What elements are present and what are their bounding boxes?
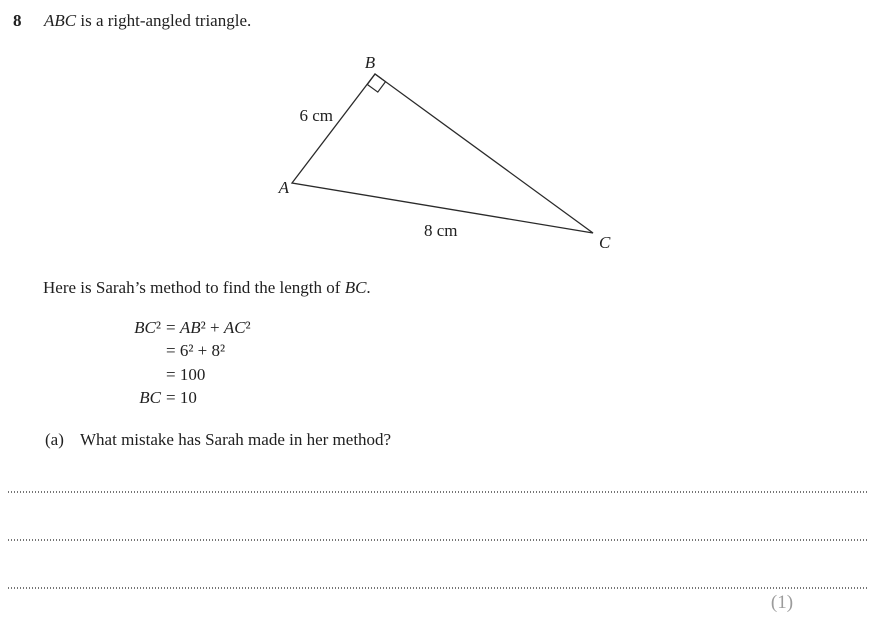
math-variable: BC <box>139 388 161 408</box>
math-variable: AC <box>223 318 246 337</box>
method-line <box>128 339 251 362</box>
math-variable: BC <box>344 278 367 297</box>
method-line-lhs <box>128 386 161 409</box>
text-segment: = 100 <box>166 364 206 384</box>
text-segment: Here is Sarah’s method to find the length of <box>43 278 345 297</box>
method-line-rhs <box>166 388 197 407</box>
method-intro <box>43 278 371 298</box>
method-line-rhs <box>166 318 251 337</box>
method-line-rhs <box>166 341 225 360</box>
part-a-question: What mistake has Sarah made in her method? <box>80 430 392 449</box>
text-segment: ² + <box>200 318 224 337</box>
method-line <box>128 386 251 409</box>
part-a-label: (a) <box>45 430 64 449</box>
method-line-lhs <box>128 316 161 339</box>
side-label-ab: 6 cm <box>299 106 333 125</box>
question-intro <box>44 11 251 31</box>
method-working <box>128 316 251 410</box>
question-header <box>13 11 251 31</box>
text-segment: = 6² + 8² <box>166 341 226 361</box>
text-segment: = 10 <box>166 388 197 408</box>
method-line <box>128 363 251 386</box>
text-segment: ² <box>155 318 161 337</box>
math-variable: AB <box>179 318 201 337</box>
vertex-label-b: B <box>364 53 376 72</box>
marks-badge: (1) <box>770 592 794 613</box>
text-segment: ² <box>245 318 251 337</box>
triangle-outline <box>292 74 593 233</box>
part-a <box>45 430 391 450</box>
vertex-label-a: A <box>278 178 289 197</box>
text-segment: is a right-angled triangle. <box>76 11 252 30</box>
text-segment: . <box>366 278 371 297</box>
side-label-ac: 8 cm <box>424 221 458 240</box>
math-variable: ABC <box>44 11 77 30</box>
vertex-label-c: C <box>599 233 611 252</box>
answer-line <box>8 587 867 589</box>
answer-area <box>8 491 867 635</box>
question-number: 8 <box>13 11 22 30</box>
text-segment: = <box>166 318 180 337</box>
answer-line <box>8 539 867 541</box>
math-variable: BC <box>134 318 156 337</box>
method-line <box>128 316 251 339</box>
right-angle-marker <box>367 74 385 92</box>
triangle-diagram <box>255 48 625 260</box>
method-line-rhs <box>166 365 205 384</box>
answer-line <box>8 491 867 493</box>
